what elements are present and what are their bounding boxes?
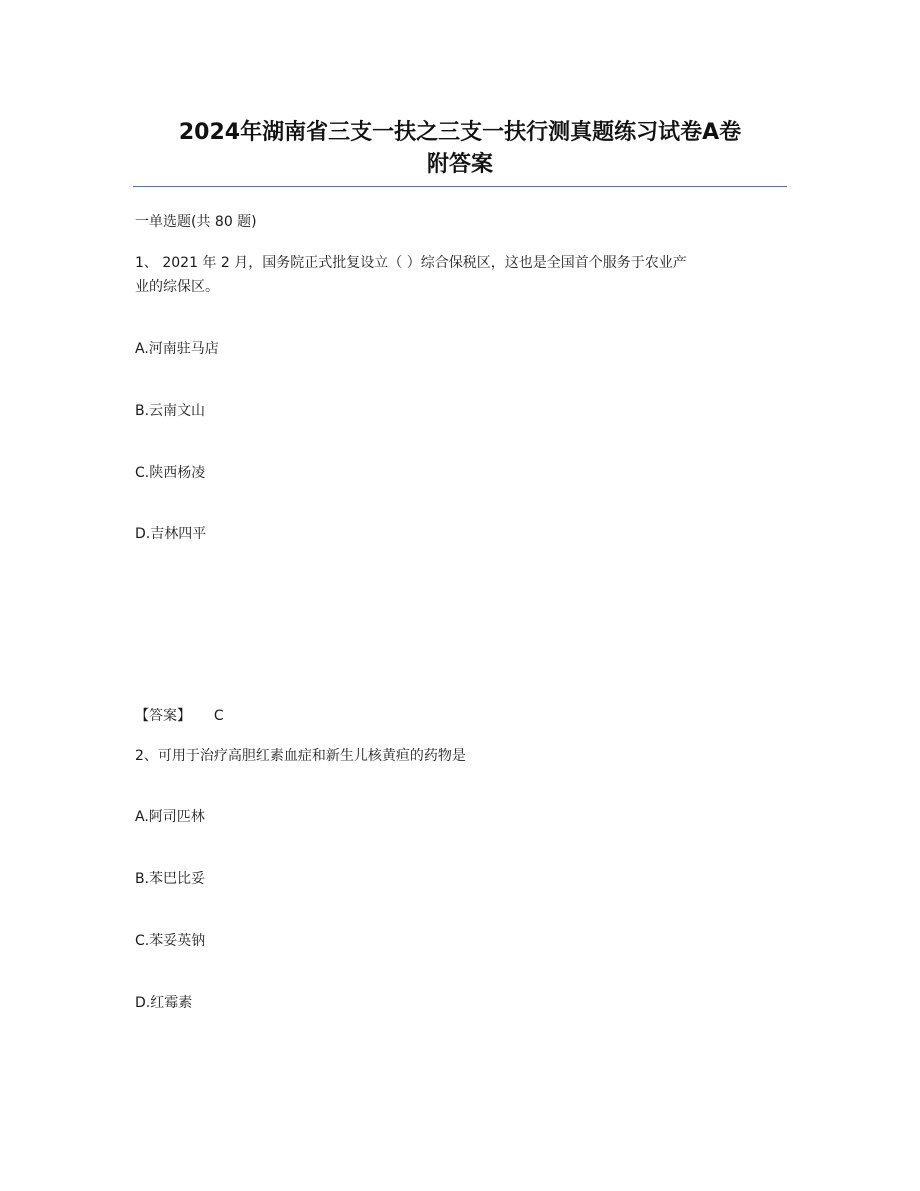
question-1-option-c: C.陕西杨凌	[135, 465, 206, 481]
document-title-line2: 附答案	[426, 152, 493, 177]
question-1-stem-line2: 业的综保区。	[135, 279, 219, 295]
question-1-option-b: B.云南文山	[135, 403, 206, 419]
title-divider	[133, 186, 787, 187]
answer-value: C	[213, 708, 224, 724]
question-2-option-b: B.苯巴比妥	[135, 871, 206, 887]
question-2-stem: 2、可用于治疗高胆红素血症和新生儿核黄疸的药物是	[135, 748, 466, 764]
question-2-option-c: C.苯妥英钠	[135, 933, 206, 949]
answer-label: 【答案】	[135, 708, 191, 724]
question-2-option-d: D.红霉素	[135, 995, 193, 1011]
question-1-option-a: A.河南驻马店	[135, 341, 219, 357]
question-2-option-a: A.阿司匹林	[135, 809, 205, 825]
document-title-line1: 2024年湖南省三支一扶之三支一扶行测真题练习试卷A卷	[178, 120, 742, 145]
section-heading: 一单选题(共 80 题)	[135, 214, 257, 230]
question-1-option-d: D.吉林四平	[135, 526, 207, 542]
question-1-answer	[135, 703, 224, 729]
question-1-stem-line1: 1、 2021 年 2 月，国务院正式批复设立（ ）综合保税区，这也是全国首个服务于农业产	[135, 255, 687, 271]
